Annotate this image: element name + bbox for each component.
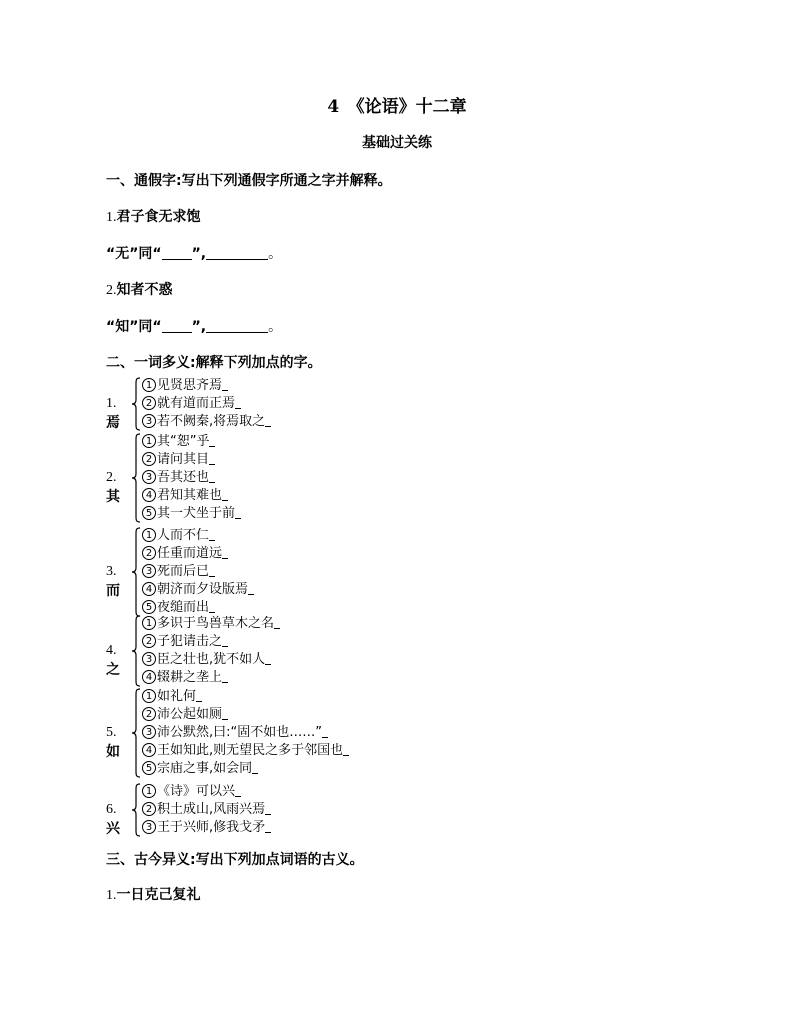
circled-number: 1 [142,784,156,798]
answer-blank[interactable] [322,727,328,738]
circled-number: 3 [142,414,156,428]
group-number: 5. [106,725,117,740]
answer-blank[interactable] [206,319,268,333]
polysemy-item [142,433,241,451]
group-char: 如 [106,744,120,760]
polysemy-item [142,395,271,413]
question-text: 君子食无求饱 [116,209,201,225]
answer-blank[interactable] [206,246,268,260]
answer-blank[interactable] [265,654,271,665]
answer-blank[interactable] [162,319,192,333]
polysemy-item [142,451,241,469]
brace-icon [131,527,141,617]
circled-number: 2 [142,634,156,648]
circled-number: 4 [142,670,156,684]
answer-end: 。 [268,246,283,262]
polysemy-item [142,801,271,819]
polysemy-item [142,783,271,801]
circled-number: 5 [142,761,156,775]
group-label [106,469,120,506]
answer-blank[interactable] [265,804,271,815]
group-char: 焉 [106,415,120,431]
item-text: 朝济而夕设版焉 [157,582,249,597]
answer-end: 。 [268,319,283,335]
answer-blank[interactable] [222,672,228,683]
circled-number: 1 [142,528,156,542]
group-char: 之 [106,662,120,678]
answer-blank[interactable] [265,416,271,427]
item-text: 王于兴师,修我戈矛 [157,820,266,835]
item-text: 沛公起如厕 [157,707,223,722]
answer-blank[interactable] [235,508,241,519]
question-1 [106,206,201,226]
group-number: 6. [106,802,117,817]
polysemy-item [142,819,271,837]
answer-blank[interactable] [274,618,280,629]
group-char: 兴 [106,821,120,837]
question-text: 知者不惑 [116,282,173,298]
answer-blank[interactable] [235,786,241,797]
circled-number: 3 [142,652,156,666]
answer-blank[interactable] [265,822,271,833]
item-text: 人而不仁 [157,528,210,543]
group-number: 3. [106,564,117,579]
answer-blank[interactable] [209,436,215,447]
answer-blank[interactable] [209,602,215,613]
item-text: 沛公默然,曰:“固不如也……” [157,725,322,740]
item-text: 夜缒而出 [157,600,210,615]
group-label [106,563,120,600]
item-text: 任重而道远 [157,546,223,561]
polysemy-item [142,377,271,395]
answer-blank[interactable] [209,472,215,483]
question-number: 1. [106,888,117,903]
circled-number: 1 [142,616,156,630]
circled-number: 2 [142,707,156,721]
answer-blank[interactable] [343,745,349,756]
polysemy-item [142,724,349,742]
brace-icon [131,377,141,431]
brace-icon [131,783,141,837]
circled-number: 1 [142,378,156,392]
item-text: 见贤思齐焉 [157,378,223,393]
group-items [142,688,349,778]
item-text: 如礼何 [157,689,197,704]
item-text: 宗庙之事,如会同 [157,761,253,776]
section-heading-3: 三、古今异义:写出下列加点词语的古义。 [106,852,364,868]
polysemy-item [142,760,349,778]
group-label [106,801,120,838]
polysemy-item [142,527,254,545]
answer-separator: ”, [191,246,207,262]
answer-blank[interactable] [209,566,215,577]
answer-separator: ”, [191,319,207,335]
answer-blank[interactable] [196,691,202,702]
answer-blank[interactable] [222,636,228,647]
group-items [142,433,241,523]
polysemy-item [142,615,280,633]
answer-line-2 [106,316,282,336]
group-items [142,377,271,431]
item-text: 请问其目 [157,452,210,467]
polysemy-item [142,413,271,431]
polysemy-item [142,633,280,651]
item-text: 积土成山,风雨兴焉 [157,802,266,817]
group-items [142,615,280,687]
item-text: 王如知此,则无望民之多于邻国也 [157,743,344,758]
group-number: 4. [106,643,117,658]
polysemy-item [142,469,241,487]
circled-number: 5 [142,600,156,614]
item-text: 吾其还也 [157,470,210,485]
item-text: 子犯请击之 [157,634,223,649]
answer-blank[interactable] [235,398,241,409]
answer-blank[interactable] [222,490,228,501]
polysemy-item [142,581,254,599]
item-text: 多识于鸟兽草木之名 [157,616,275,631]
group-label [106,395,120,432]
circled-number: 2 [142,802,156,816]
item-text: 其一犬坐于前 [157,506,236,521]
question-3 [106,884,201,904]
group-items [142,783,271,837]
answer-blank[interactable] [222,380,228,391]
group-label [106,724,120,761]
answer-blank[interactable] [209,530,215,541]
answer-blank[interactable] [248,584,254,595]
brace-icon [131,615,141,687]
item-text: 臣之壮也,犹不如人 [157,652,266,667]
group-char: 而 [106,583,120,599]
answer-prefix: “无”同“ [106,246,162,262]
circled-number: 5 [142,506,156,520]
section-heading-1: 一、通假字:写出下列通假字所通之字并解释。 [106,173,392,189]
circled-number: 4 [142,488,156,502]
brace-icon [131,433,141,523]
item-text: 君知其难也 [157,488,223,503]
answer-blank[interactable] [162,246,192,260]
answer-line-1 [106,243,282,263]
circled-number: 2 [142,396,156,410]
item-text: 其“恕”乎 [157,434,210,449]
circled-number: 3 [142,725,156,739]
answer-blank[interactable] [209,454,215,465]
polysemy-item [142,545,254,563]
circled-number: 1 [142,689,156,703]
answer-blank[interactable] [252,763,258,774]
circled-number: 2 [142,546,156,560]
brace-icon [131,688,141,778]
group-char: 其 [106,489,120,505]
polysemy-item [142,563,254,581]
circled-number: 3 [142,470,156,484]
item-text: 就有道而正焉 [157,396,236,411]
question-2 [106,279,173,299]
circled-number: 4 [142,582,156,596]
group-label [106,642,120,679]
item-text: 《诗》可以兴 [157,784,236,799]
page-title: 4 《论语》十二章 [327,97,467,117]
circled-number: 3 [142,564,156,578]
circled-number: 1 [142,434,156,448]
answer-blank[interactable] [222,548,228,559]
group-number: 2. [106,470,117,485]
answer-prefix: “知”同“ [106,319,162,335]
polysemy-item [142,651,280,669]
polysemy-item [142,742,349,760]
item-text: 辍耕之垄上 [157,670,223,685]
answer-blank[interactable] [222,709,228,720]
page-subtitle: 基础过关练 [362,135,432,151]
question-text: 一日克己复礼 [116,887,201,903]
circled-number: 3 [142,820,156,834]
question-number: 2. [106,283,117,298]
polysemy-item [142,487,241,505]
circled-number: 2 [142,452,156,466]
item-text: 死而后已 [157,564,210,579]
circled-number: 4 [142,743,156,757]
item-text: 若不阙秦,将焉取之 [157,414,266,429]
group-items [142,527,254,617]
polysemy-item [142,505,241,523]
polysemy-item [142,706,349,724]
section-heading-2: 二、一词多义:解释下列加点的字。 [106,355,322,371]
group-number: 1. [106,396,117,411]
polysemy-item [142,669,280,687]
question-number: 1. [106,210,117,225]
polysemy-item [142,688,349,706]
